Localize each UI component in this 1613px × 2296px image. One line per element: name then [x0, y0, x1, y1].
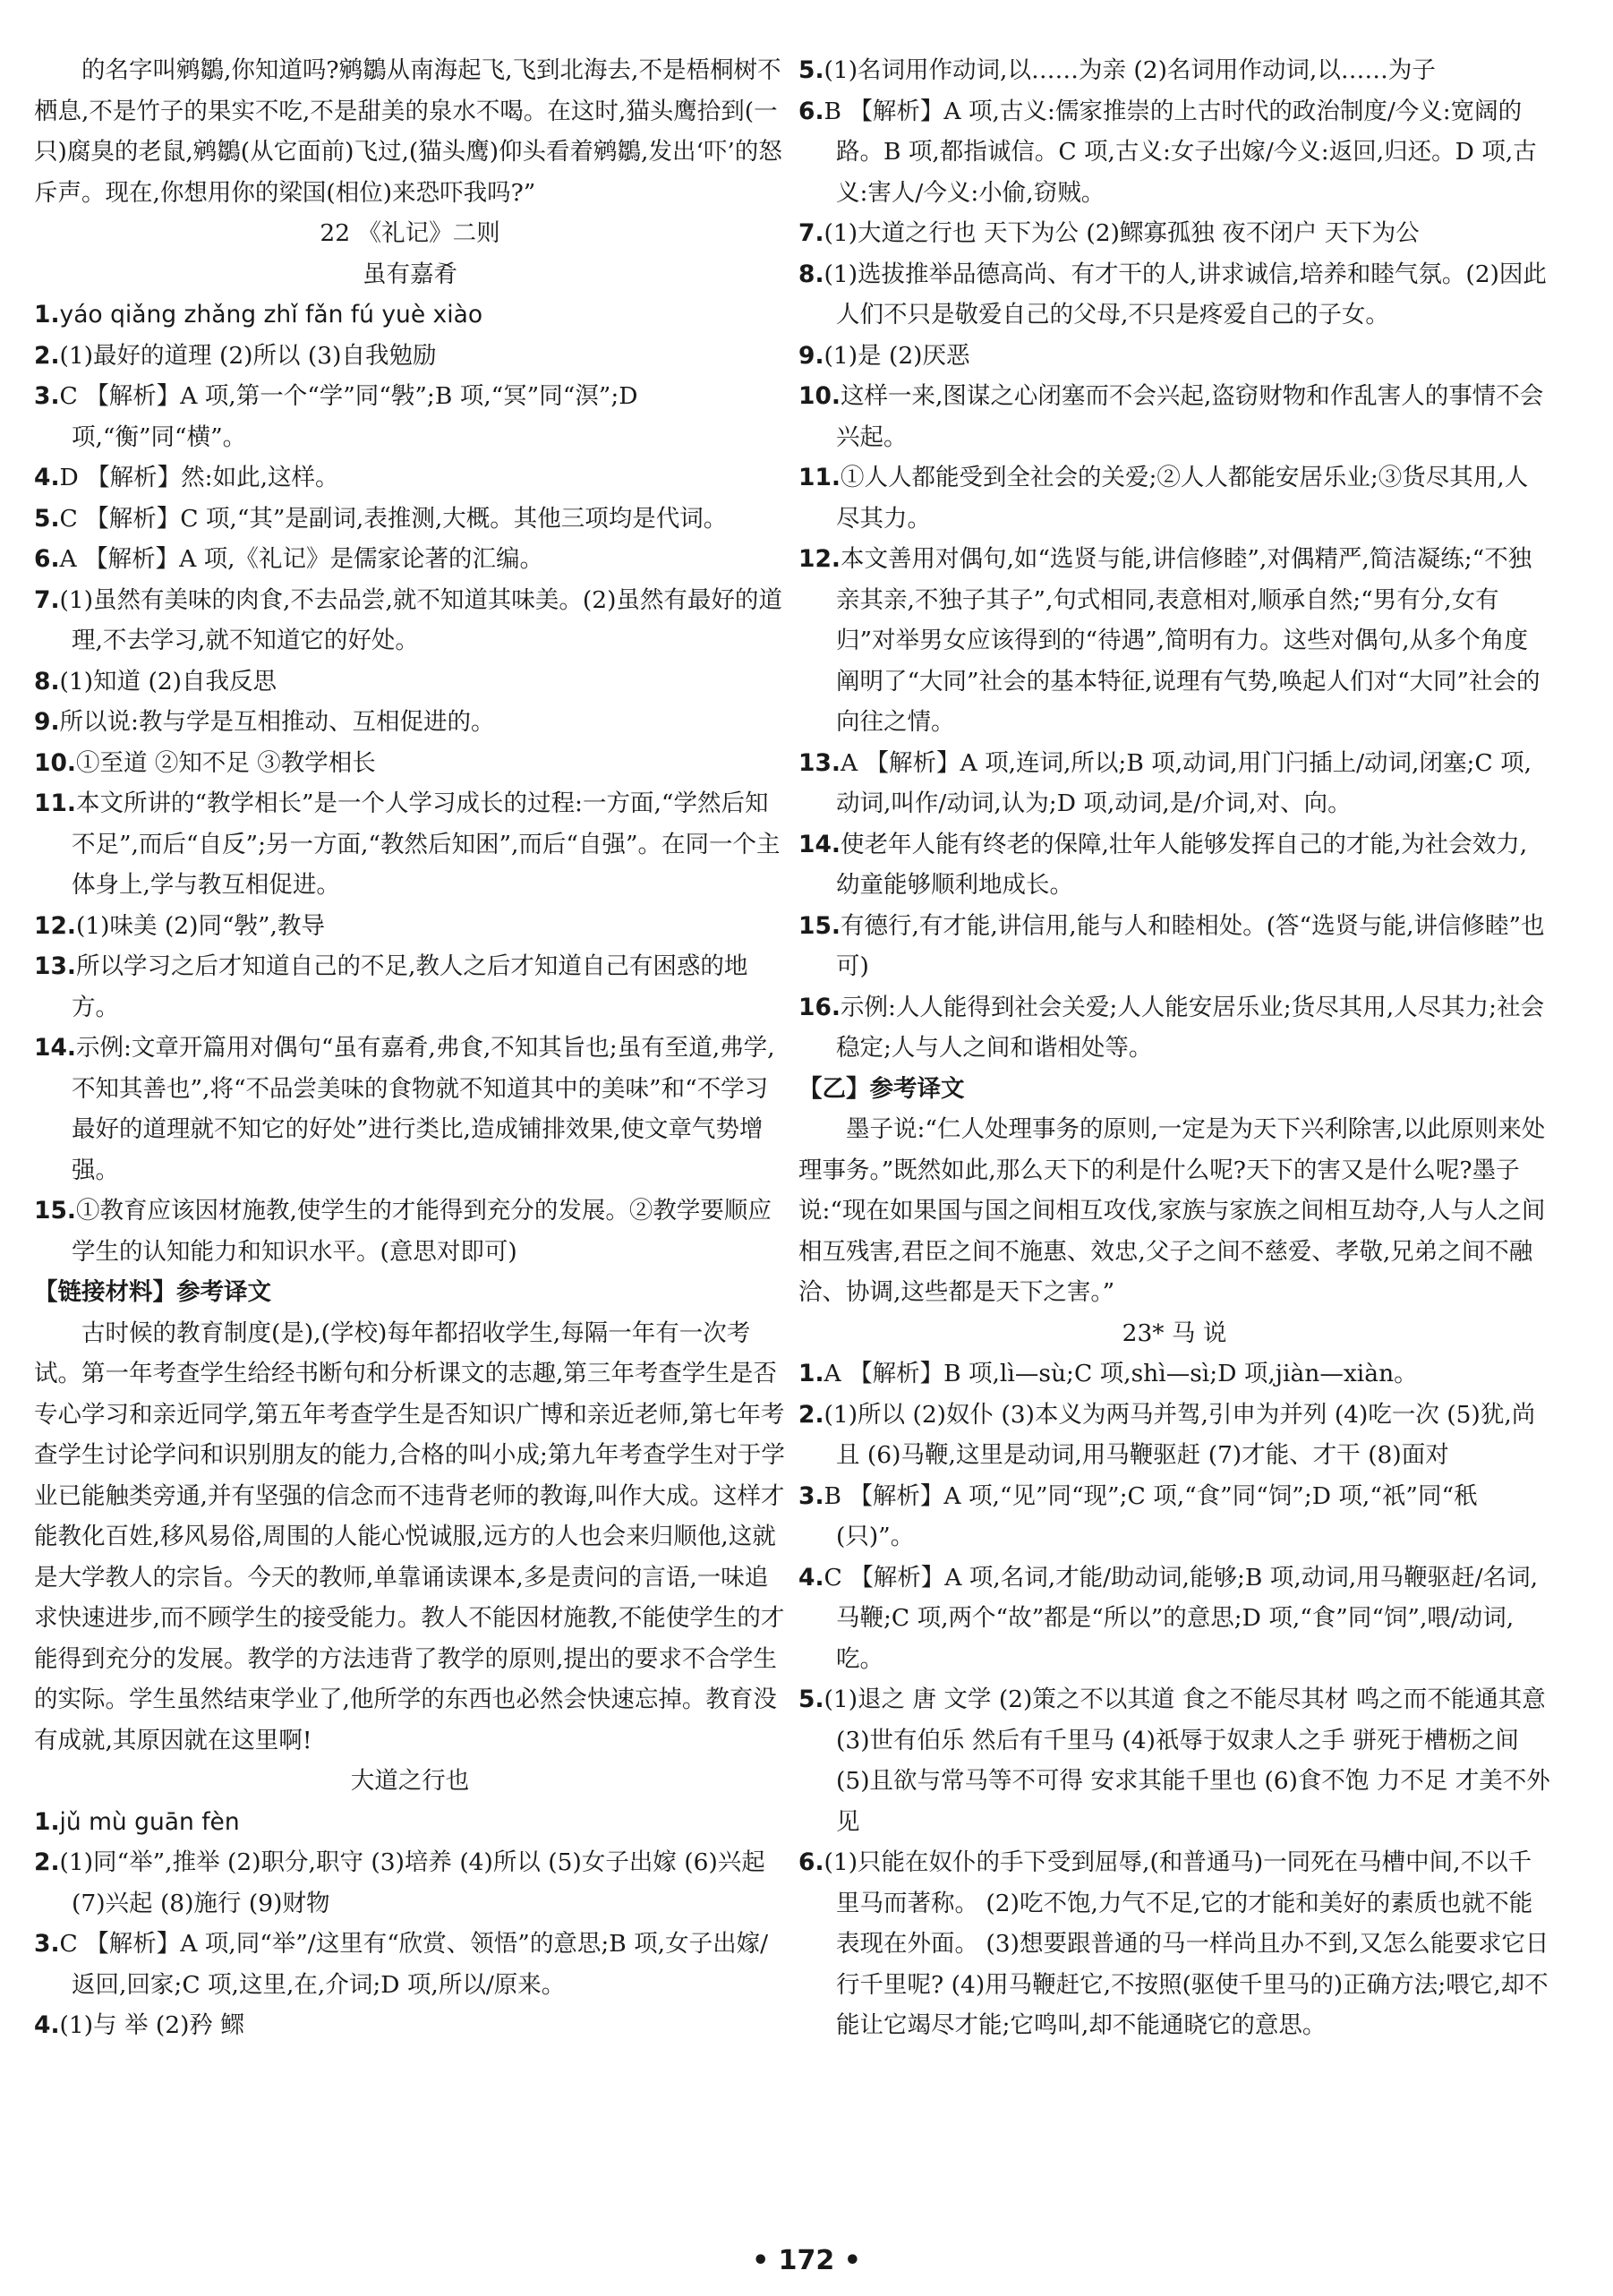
answer-item — [34, 2005, 786, 2046]
lesson-title: 22 《礼记》二则 — [320, 219, 500, 247]
answer-item — [34, 783, 786, 906]
answer-text: (1)虽然有美味的肉食,不去品尝,就不知道其味美。(2)虽然有最好的道理,不去学习,就不知道它的好处。 — [59, 585, 782, 654]
answer-item — [798, 254, 1550, 336]
answer-item — [34, 336, 786, 377]
answer-text: A 【解析】B 项,lì—sù;C 项,shì—sì;D 项,jiàn—xiàn。 — [824, 1360, 1418, 1387]
answer-text: ①人人都能受到全社会的关爱;②人人都能安居乐业;③货尽其用,人尽其力。 — [836, 464, 1529, 533]
answer-text: C 【解析】C 项,“其”是副词,表推测,大概。其他三项均是代词。 — [59, 504, 728, 533]
answer-number: 12. — [798, 545, 841, 573]
answer-item — [798, 1353, 1550, 1395]
answer-number: 7. — [34, 585, 60, 614]
translation-heading: 【链接材料】参考译文 — [34, 1278, 271, 1306]
answer-text: (1)是 (2)厌恶 — [824, 341, 970, 370]
answer-item — [798, 1395, 1550, 1476]
answer-text: 使老年人能有终老的保障,壮年人能够发挥自己的才能,为社会效力,幼童能够顺利地成长。 — [836, 830, 1528, 899]
answer-number: 6. — [34, 545, 60, 573]
answer-text: C 【解析】A 项,同“举”/这里有“欣赏、领悟”的意思;B 项,女子出嫁/返回,回家;C 项,这里,在,介词;D 项,所以/原来。 — [59, 1930, 768, 1999]
answer-item — [798, 743, 1550, 824]
answer-number: 1. — [34, 1807, 60, 1836]
answer-text: (1)选拔推举品德高尚、有才干的人,讲求诚信,培养和睦气氛。(2)因此人们不只是敬爱自己的父母,不只是疼爱自己的子女。 — [824, 260, 1547, 329]
right-column — [798, 50, 1550, 2046]
answer-text: 有德行,有才能,讲信用,能与人和睦相处。(答“选贤与能,讲信修睦”也可) — [836, 911, 1545, 980]
answer-item — [798, 457, 1550, 539]
answer-item — [798, 50, 1550, 91]
answer-text: (1)与 举 (2)矜 鳏 — [59, 2011, 244, 2039]
answer-text: (1)知道 (2)自我反思 — [59, 667, 277, 696]
answer-number: 9. — [798, 341, 824, 370]
answer-number: 15. — [34, 1197, 76, 1225]
answer-number: 6. — [798, 97, 824, 125]
answer-item — [798, 1842, 1550, 2046]
answer-number: 15. — [798, 911, 841, 940]
answer-item — [34, 1191, 786, 1272]
answer-number: 12. — [34, 911, 76, 940]
answer-item — [34, 499, 786, 540]
answer-number: 11. — [34, 790, 76, 817]
answer-text: 这样一来,图谋之心闭塞而不会兴起,盗窃财物和作乱害人的事情不会兴起。 — [836, 382, 1544, 451]
answer-number: 13. — [798, 748, 841, 777]
answer-item — [34, 661, 786, 703]
answer-text: ①教育应该因材施教,使学生的才能得到充分的发展。②教学要顺应学生的认知能力和知识水平。(意思对即可) — [72, 1197, 772, 1266]
answer-text: A 【解析】A 项,《礼记》是儒家论著的汇编。 — [59, 545, 544, 573]
answer-item — [798, 987, 1550, 1069]
answer-number: 16. — [798, 993, 841, 1021]
answer-text: (1)大道之行也 天下为公 (2)鳏寡孤独 夜不闭户 天下为公 — [824, 219, 1420, 247]
answer-number: 4. — [34, 2011, 60, 2039]
answer-item — [34, 743, 786, 784]
answer-text: A 【解析】A 项,连词,所以;B 项,动词,用门闩插上/动词,闭塞;C 项,动词,叫作/动词,认为;D 项,动词,是/介词,对、向。 — [836, 748, 1532, 817]
answer-text: 所以说:教与学是互相推动、互相促进的。 — [59, 708, 495, 736]
answer-item — [34, 457, 786, 499]
answer-item — [34, 1842, 786, 1924]
answer-text: (1)退之 唐 文学 (2)策之不以其道 食之不能尽其材 鸣之而不能通其意 (3)世有伯乐 然后有千里马 (4)祇辱于奴隶人之手 骈死于槽枥之间 (5)且欲与常马等不可得 安求其能千里也 (6)食不饱 力不足 才美不外见 — [824, 1686, 1550, 1836]
answer-number: 14. — [34, 1034, 76, 1062]
answer-number: 4. — [34, 464, 60, 491]
answer-item — [798, 213, 1550, 254]
answer-text: C 【解析】A 项,名词,才能/助动词,能够;B 项,动词,用马鞭驱赶/名词,马鞭;C 项,两个“故”都是“所以”的意思;D 项,“食”同“饲”,喂/动词,吃。 — [824, 1563, 1538, 1673]
answer-item — [798, 376, 1550, 457]
answer-number: 8. — [34, 667, 60, 696]
page-number: • 172 • — [752, 2245, 861, 2276]
answer-text: (1)最好的道理 (2)所以 (3)自我勉励 — [59, 341, 437, 370]
answer-item — [798, 539, 1550, 743]
answer-item — [798, 824, 1550, 906]
answer-number: 2. — [34, 341, 60, 370]
answer-number: 4. — [798, 1563, 824, 1592]
answer-number: 3. — [798, 1481, 824, 1510]
answer-text: ①至道 ②知不足 ③教学相长 — [75, 748, 376, 777]
answer-item — [34, 702, 786, 743]
answer-number: 10. — [798, 382, 841, 410]
answer-item — [798, 1679, 1550, 1842]
answer-number: 9. — [34, 708, 60, 736]
answer-item — [34, 294, 786, 336]
answer-number: 5. — [798, 56, 824, 84]
answer-text: 本文善用对偶句,如“选贤与能,讲信修睦”,对偶精严,简洁凝练;“不独亲其亲,不独子其子”,句式相同,表意相对,顺承自然;“男有分,女有归”对举男女应该得到的“待遇”,简明有力。这些对偶句,从多个角度阐明了“大同”社会的基本特征,说理有气势,唤起人们对“大同”社会的向往之情。 — [836, 545, 1540, 736]
answer-text: yáo qiǎng zhǎng zhǐ fǎn fú yuè xiào — [59, 301, 483, 329]
answer-number: 1. — [34, 301, 60, 329]
answer-number: 7. — [798, 219, 824, 247]
answer-text: 本文所讲的“教学相长”是一个人学习成长的过程:一方面,“学然后知不足”,而后“自反”;另一方面,“教然后知困”,而后“自强”。在同一个主体身上,学与教互相促进。 — [72, 790, 781, 899]
answer-number: 13. — [34, 952, 76, 980]
answer-text: (1)所以 (2)奴仆 (3)本义为两马并驾,引申为并列 (4)吃一次 (5)犹,尚且 (6)马鞭,这里是动词,用马鞭驱赶 (7)才能、才干 (8)面对 — [824, 1400, 1536, 1469]
answer-item — [798, 91, 1550, 214]
translation-paragraph: 墨子说:“仁人处理事务的原则,一定是为天下兴利除害,以此原则来处理事务。”既然如此,那么天下的利是什么呢?天下的害又是什么呢?墨子说:“现在如果国与国之间相互攻伐,家族与家族之间相互劫夺,人与人之间相互残害,君臣之间不施惠、效忠,父子之间不慈爱、孝敬,兄弟之间不融洽、协调,这些都是天下之害。” — [798, 1115, 1546, 1306]
answer-text: D 【解析】然:如此,这样。 — [59, 464, 339, 491]
answer-text: 示例:文章开篇用对偶句“虽有嘉肴,弗食,不知其旨也;虽有至道,弗学,不知其善也”,将“不品尝美味的食物就不知道其中的美味”和“不学习最好的道理就不知它的好处”进行类比,造成铺排效果,使文章气势增强。 — [72, 1034, 775, 1184]
answer-item — [34, 539, 786, 580]
answer-item — [34, 1802, 786, 1843]
answer-number: 2. — [798, 1400, 824, 1429]
answer-number: 6. — [798, 1848, 824, 1876]
answer-item — [798, 1558, 1550, 1680]
answer-number: 10. — [34, 748, 76, 777]
translation-paragraph: 的名字叫鹓鶵,你知道吗?鹓鶵从南海起飞,飞到北海去,不是梧桐树不栖息,不是竹子的果实不吃,不是甜美的泉水不喝。在这时,猫头鹰拾到(一只)腐臭的老鼠,鹓鶵(从它面前)飞过,(猫头鹰)仰头看着鹓鶵,发出‘吓’的怒斥声。现在,你想用你的梁国(相位)来恐吓我吗?” — [34, 56, 782, 207]
section-title: 虽有嘉肴 — [363, 260, 457, 288]
answer-item — [34, 1028, 786, 1191]
answer-text: 示例:人人能得到社会关爱;人人能安居乐业;货尽其用,人尽其力;社会稳定;人与人之间和谐相处等。 — [836, 993, 1545, 1062]
answer-number: 8. — [798, 260, 824, 288]
answer-text: B 【解析】A 项,“见”同“现”;C 项,“食”同“饲”;D 项,“祇”同“秖(只)”。 — [824, 1481, 1478, 1550]
answer-text: (1)味美 (2)同“斅”,教导 — [75, 911, 325, 940]
answer-text: (1)只能在奴仆的手下受到屈辱,(和普通马)一同死在马槽中间,不以千里马而著称。 (2)吃不饱,力气不足,它的才能和美好的素质也就不能表现在外面。 (3)想要跟普通的马一样尚且办不到,又怎么能要求它日行千里呢? (4)用马鞭赶它,不按照(驱使千里马的)正确方法;喂它,却不能让它竭尽才能;它鸣叫,却不能通晓它的意思。 — [824, 1848, 1549, 2039]
answer-text: jǔ mù guān fèn — [59, 1807, 240, 1836]
answer-number: 3. — [34, 1930, 60, 1958]
answer-number: 14. — [798, 830, 841, 858]
answer-item — [798, 1476, 1550, 1558]
translation-paragraph: 古时候的教育制度(是),(学校)每年都招收学生,每隔一年有一次考试。第一年考查学生给经书断句和分析课文的志趣,第三年考查学生是否专心学习和亲近同学,第五年考查学生是否知识广博和亲近老师,第七年考查学生讨论学问和识别朋友的能力,合格的叫小成;第九年考查学生对于学业已能触类旁通,并有坚强的信念而不违背老师的教诲,叫作大成。这样才能教化百姓,移风易俗,周围的人能心悦诚服,远方的人也会来归顺他,这就是大学教人的宗旨。今天的教师,单靠诵读课本,多是责问的言语,一味追求快速进步,而不顾学生的接受能力。教人不能因材施教,不能使学生的才能得到充分的发展。教学的方法违背了教学的原则,提出的要求不合学生的实际。学生虽然结束学业了,他所学的东西也必然会快速忘掉。教育没有成就,其原因就在这里啊! — [34, 1319, 785, 1754]
answer-item — [34, 946, 786, 1028]
answer-item — [34, 906, 786, 947]
answer-text: (1)同“举”,推举 (2)职分,职守 (3)培养 (4)所以 (5)女子出嫁 (6)兴起 (7)兴起 (8)施行 (9)财物 — [59, 1848, 765, 1917]
answer-text: C 【解析】A 项,第一个“学”同“斅”;B 项,“冥”同“溟”;D 项,“衡”同“横”。 — [59, 382, 638, 451]
answer-number: 5. — [798, 1686, 824, 1713]
answer-item — [798, 336, 1550, 377]
left-column — [34, 50, 786, 2046]
answer-number: 11. — [798, 464, 841, 491]
answer-text: 所以学习之后才知道自己的不足,教人之后才知道自己有困惑的地方。 — [72, 952, 748, 1021]
answer-number: 3. — [34, 382, 60, 410]
answer-item — [34, 580, 786, 661]
section-title: 大道之行也 — [350, 1767, 470, 1795]
answer-item — [34, 1924, 786, 2005]
answer-number: 5. — [34, 504, 60, 533]
answer-number: 1. — [798, 1360, 824, 1387]
answer-text: (1)名词用作动词,以……为亲 (2)名词用作动词,以……为子 — [824, 56, 1436, 84]
answer-item — [34, 376, 786, 457]
translation-heading: 【乙】参考译文 — [798, 1074, 965, 1103]
answer-item — [798, 906, 1550, 987]
answer-text: B 【解析】A 项,古义:儒家推崇的上古时代的政治制度/今义:宽阔的路。B 项,都指诚信。C 项,古义:女子出嫁/今义:返回,归还。D 项,古义:害人/今义:小偷,窃贼。 — [824, 97, 1537, 207]
lesson-title: 23* 马 说 — [1122, 1319, 1227, 1347]
answer-number: 2. — [34, 1848, 60, 1876]
